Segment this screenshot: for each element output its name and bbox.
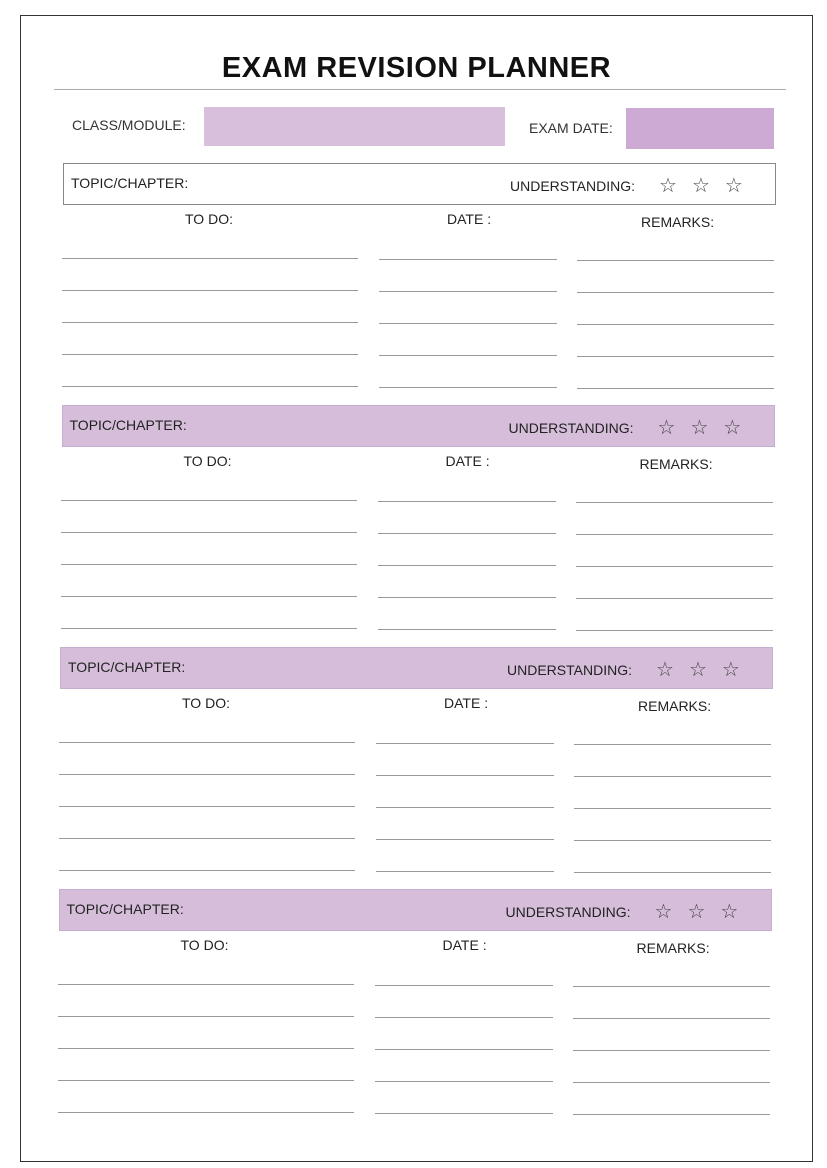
exam-date-label: EXAM DATE:: [529, 120, 613, 136]
topic-label: TOPIC/CHAPTER:: [71, 175, 189, 191]
remarks-line[interactable]: [573, 1082, 770, 1083]
remarks-line[interactable]: [577, 388, 774, 389]
class-module-field[interactable]: [204, 107, 505, 146]
remarks-line[interactable]: [577, 324, 774, 325]
remarks-header: REMARKS:: [638, 698, 712, 714]
todo-line[interactable]: [58, 1016, 354, 1017]
date-line[interactable]: [378, 533, 556, 534]
star-icon[interactable]: ☆: [654, 901, 688, 923]
todo-line[interactable]: [61, 564, 357, 565]
remarks-header: REMARKS:: [641, 214, 715, 230]
date-header: DATE :: [444, 695, 489, 711]
date-line[interactable]: [379, 355, 557, 356]
understanding-label: UNDERSTANDING:: [505, 904, 631, 920]
remarks-line[interactable]: [576, 534, 773, 535]
star-icon[interactable]: ☆: [687, 901, 721, 923]
class-module-label: CLASS/MODULE:: [72, 117, 186, 133]
remarks-line[interactable]: [576, 566, 773, 567]
remarks-line[interactable]: [577, 292, 774, 293]
todo-header: TO DO:: [180, 937, 229, 953]
topic-label: TOPIC/CHAPTER:: [68, 659, 186, 675]
remarks-line[interactable]: [574, 840, 771, 841]
date-line[interactable]: [376, 775, 554, 776]
todo-line[interactable]: [62, 354, 358, 355]
todo-header: TO DO:: [182, 695, 230, 711]
remarks-line[interactable]: [576, 502, 773, 503]
topic-section: [62, 405, 775, 647]
star-icon[interactable]: ☆: [691, 175, 725, 197]
date-line[interactable]: [375, 985, 553, 986]
date-line[interactable]: [376, 807, 554, 808]
date-header: DATE :: [447, 211, 492, 227]
star-icon[interactable]: ☆: [690, 417, 724, 439]
star-icon[interactable]: ☆: [720, 901, 754, 923]
todo-line[interactable]: [61, 596, 357, 597]
todo-line[interactable]: [59, 806, 355, 807]
topic-section: [63, 163, 776, 405]
todo-line[interactable]: [61, 500, 357, 501]
date-line[interactable]: [375, 1017, 553, 1018]
remarks-line[interactable]: [574, 744, 771, 745]
exam-date-field[interactable]: [626, 108, 774, 149]
todo-line[interactable]: [59, 838, 355, 839]
todo-line[interactable]: [59, 774, 355, 775]
date-line[interactable]: [378, 597, 556, 598]
date-header: DATE :: [445, 453, 490, 469]
date-line[interactable]: [379, 259, 557, 260]
todo-line[interactable]: [61, 532, 357, 533]
todo-line[interactable]: [58, 1112, 354, 1113]
remarks-header: REMARKS:: [639, 456, 713, 472]
todo-line[interactable]: [62, 322, 358, 323]
remarks-line[interactable]: [574, 872, 771, 873]
understanding-label: UNDERSTANDING:: [508, 420, 634, 436]
todo-line[interactable]: [58, 984, 354, 985]
date-header: DATE :: [442, 937, 487, 953]
todo-line[interactable]: [59, 742, 355, 743]
star-icon[interactable]: ☆: [656, 659, 689, 681]
topic-bar: [63, 163, 776, 205]
divider: [54, 89, 786, 90]
remarks-line[interactable]: [577, 356, 774, 357]
date-line[interactable]: [376, 839, 554, 840]
understanding-label: UNDERSTANDING:: [507, 662, 632, 678]
date-line[interactable]: [379, 291, 557, 292]
star-icon[interactable]: ☆: [659, 175, 692, 197]
remarks-line[interactable]: [573, 986, 770, 987]
todo-line[interactable]: [59, 870, 355, 871]
date-line[interactable]: [378, 629, 556, 630]
date-line[interactable]: [376, 743, 554, 744]
todo-line[interactable]: [58, 1080, 354, 1081]
todo-line[interactable]: [58, 1048, 354, 1049]
star-icon[interactable]: ☆: [688, 659, 722, 681]
remarks-line[interactable]: [574, 776, 771, 777]
star-icon[interactable]: ☆: [721, 659, 755, 681]
topic-bar: [60, 647, 773, 689]
understanding-rating: [658, 415, 757, 440]
date-line[interactable]: [376, 871, 554, 872]
date-line[interactable]: [378, 565, 556, 566]
todo-header: TO DO:: [183, 453, 232, 469]
topic-label: TOPIC/CHAPTER:: [69, 417, 187, 433]
topic-section: [60, 647, 773, 889]
remarks-header: REMARKS:: [636, 940, 710, 956]
todo-line[interactable]: [61, 628, 357, 629]
date-line[interactable]: [375, 1049, 553, 1050]
star-icon[interactable]: ☆: [723, 417, 757, 439]
remarks-line[interactable]: [576, 598, 773, 599]
date-line[interactable]: [375, 1113, 553, 1114]
star-icon[interactable]: ☆: [724, 175, 758, 197]
todo-line[interactable]: [62, 386, 358, 387]
topic-label: TOPIC/CHAPTER:: [66, 901, 184, 917]
topic-bar: [62, 405, 775, 447]
todo-line[interactable]: [62, 290, 358, 291]
topic-section: [59, 889, 772, 1131]
remarks-line[interactable]: [577, 260, 774, 261]
understanding-rating: [656, 657, 755, 682]
page-title: EXAM REVISION PLANNER: [221, 52, 612, 84]
remarks-line[interactable]: [574, 808, 771, 809]
date-line[interactable]: [378, 501, 556, 502]
star-icon[interactable]: ☆: [657, 417, 691, 439]
date-line[interactable]: [379, 323, 557, 324]
remarks-line[interactable]: [573, 1114, 770, 1115]
remarks-line[interactable]: [573, 1018, 770, 1019]
date-line[interactable]: [375, 1081, 553, 1082]
topic-bar: [59, 889, 772, 931]
date-line[interactable]: [379, 387, 557, 388]
remarks-line[interactable]: [573, 1050, 770, 1051]
understanding-label: UNDERSTANDING:: [510, 178, 635, 194]
understanding-rating: [659, 173, 758, 198]
todo-line[interactable]: [62, 258, 358, 259]
understanding-rating: [655, 899, 754, 924]
todo-header: TO DO:: [185, 211, 233, 227]
remarks-line[interactable]: [576, 630, 773, 631]
